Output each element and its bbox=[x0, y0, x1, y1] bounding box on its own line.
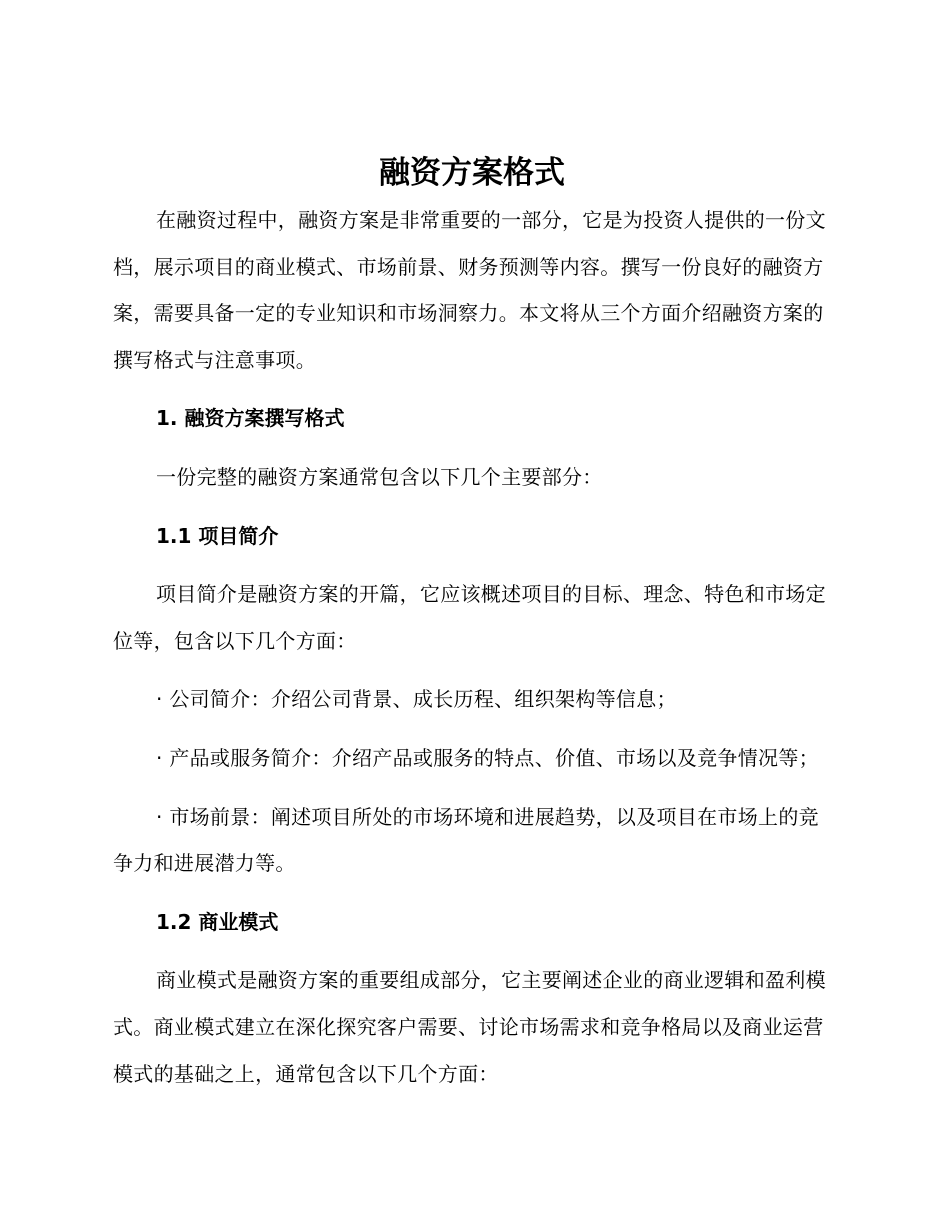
section-1-heading: 1. 融资方案撰写格式 bbox=[156, 406, 345, 431]
bullet-company-intro: · 公司简介：介绍公司背景、成长历程、组织架构等信息； bbox=[156, 687, 677, 712]
document-page bbox=[113, 150, 831, 1097]
intro-paragraph: 在融资过程中，融资方案是非常重要的一部分，它是为投资人提供的一份文档，展示项目的商业模式、市场前景、财务预测等内容。撰写一份良好的融资方案，需要具备一定的专业知识和市场洞察力。本文将从三个方面介绍融资方案的撰写格式与注意事项。 bbox=[113, 208, 826, 372]
section-1-1-heading: 1.1 项目简介 bbox=[156, 523, 279, 548]
section-1-2-heading: 1.2 商业模式 bbox=[156, 909, 279, 934]
section-1-paragraph: 一份完整的融资方案通常包含以下几个主要部分： bbox=[156, 464, 603, 489]
bullet-product-intro: · 产品或服务简介：介绍产品或服务的特点、价值、市场以及竞争情况等； bbox=[156, 745, 819, 770]
bullet-market-outlook: · 市场前景：阐述项目所处的市场环境和进展趋势，以及项目在市场上的竞争力和进展潜力等。 bbox=[113, 804, 819, 876]
document-title: 融资方案格式 bbox=[379, 155, 565, 191]
section-1-2-paragraph: 商业模式是融资方案的重要组成部分，它主要阐述企业的商业逻辑和盈利模式。商业模式建立在深化探究客户需要、讨论市场需求和竞争格局以及商业运营模式的基础之上，通常包含以下几个方面： bbox=[113, 968, 826, 1086]
section-1-1-paragraph: 项目简介是融资方案的开篇，它应该概述项目的目标、理念、特色和市场定位等，包含以下几个方面： bbox=[113, 582, 826, 653]
